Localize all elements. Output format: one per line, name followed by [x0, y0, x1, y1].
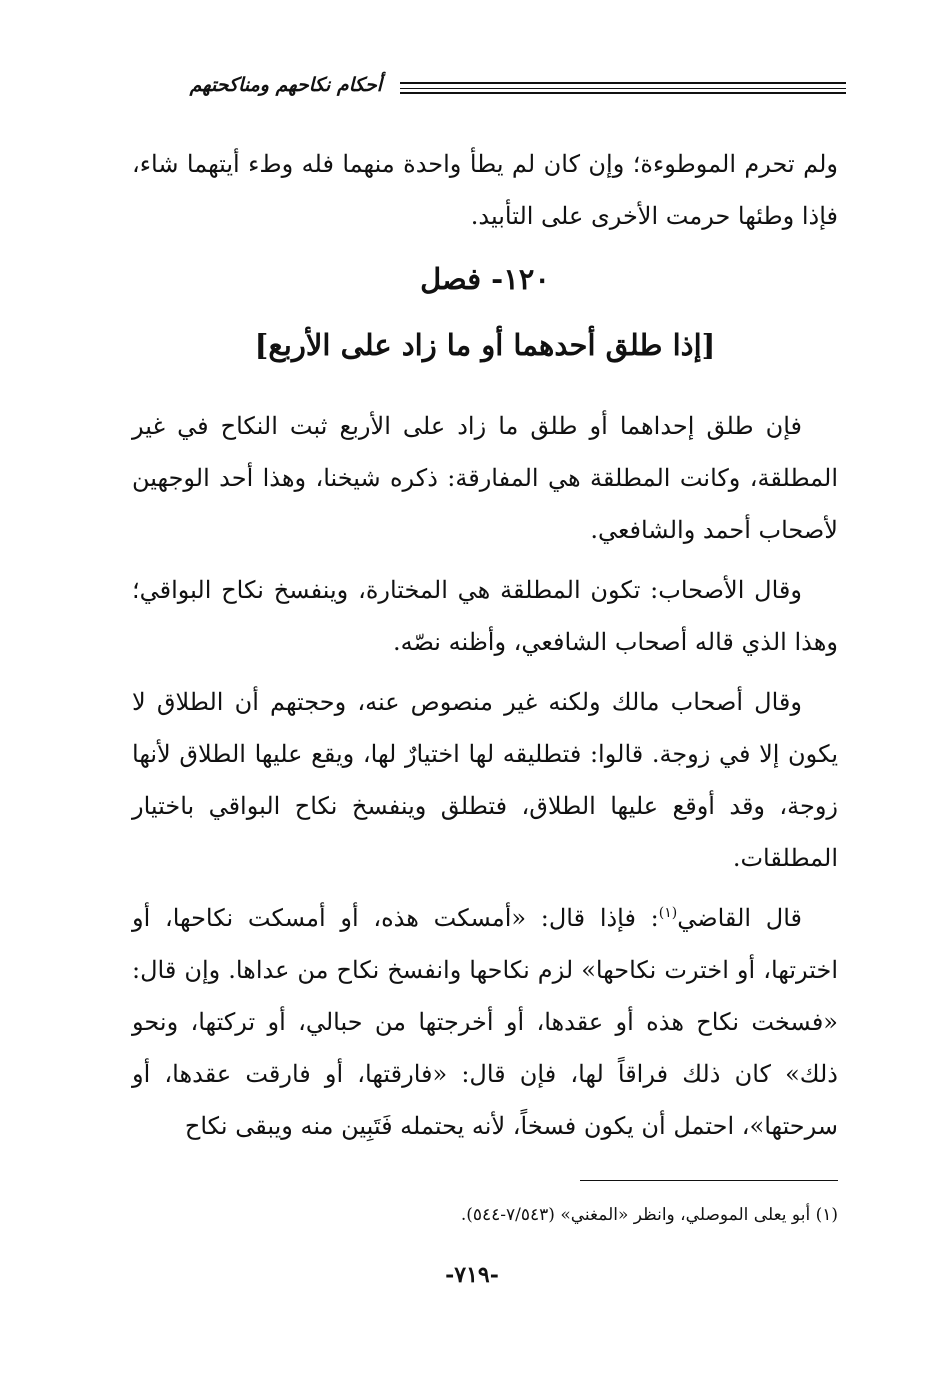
paragraph: ولم تحرم الموطوءة؛ وإن كان لم يطأ واحدة منهما فله وطء أيتهما شاء، فإذا وطئها حرمت الأخرى على التأبيد. [132, 150, 838, 230]
footnote-separator [580, 1180, 838, 1181]
running-header [130, 72, 846, 104]
paragraph-lead: قال القاضي [677, 904, 802, 932]
paragraph-text: : فإذا قال: «أمسكت هذه، أو أمسكت نكاحها، أو اخترتها، أو اخترت نكاحها» لزم نكاحها وانفسخ نكاح من عداها. وإن قال: «فسخت نكاح هذه أو عقدها، أو أخرجتها من حبالي، أو تركتها، ونحو ذلك» كان ذلك فراقاً لها، فإن قال: «فارقتها، أو فارقت عقدها، أو سرحتها»، احتمل أن يكون فسخاً، لأنه يحتمله فَتَبِين منه ويبقى نكاح [132, 904, 838, 1140]
body-text [132, 400, 838, 1152]
section-title: [إذا طلق أحدهما أو ما زاد على الأربع] [254, 328, 716, 362]
section-number: ١٢٠- فصل [420, 262, 550, 296]
paragraph: وقال الأصحاب: تكون المطلقة هي المختارة، وينفسخ نكاح البواقي؛ وهذا الذي قاله أصحاب الشافعي، وأظنه نصّه. [132, 576, 838, 656]
footnote-reference: (١) [658, 905, 678, 921]
footnote: (١) أبو يعلى الموصلي، وانظر «المغني» (٧/٥٤٣-٥٤٤). [460, 1205, 838, 1225]
header-rule [400, 82, 846, 84]
running-title: أحكام نكاحهم ومناكحتهم [189, 74, 382, 96]
paragraph: فإن طلق إحداهما أو طلق ما زاد على الأربع ثبت النكاح في غير المطلقة، وكانت المطلقة هي المفارقة: ذكره شيخنا، وهذا أحد الوجهين لأصحاب أحمد والشافعي. [132, 412, 838, 544]
page-number: -٧١٩- [445, 1262, 499, 1288]
header-rule [400, 88, 846, 89]
paragraph: وقال أصحاب مالك ولكنه غير منصوص عنه، وحجتهم أن الطلاق لا يكون إلا في زوجة. قالوا: فتطليقه لها اختيارٌ لها، ويقع عليها الطلاق لأنها زوجة، وقد أوقع عليها الطلاق، فتطلق وينفسخ نكاح البواقي باختيار المطلقات. [132, 688, 839, 872]
opening-paragraph [132, 138, 838, 242]
paragraph [132, 892, 838, 1152]
header-rule [400, 92, 846, 94]
